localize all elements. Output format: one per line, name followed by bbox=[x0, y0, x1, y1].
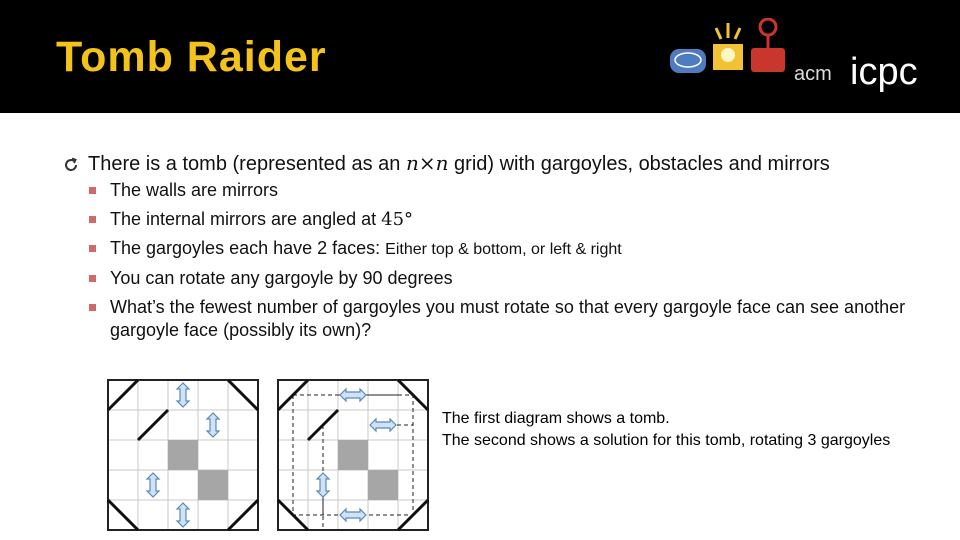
corner-mirror bbox=[228, 380, 258, 410]
tomb-diagrams bbox=[105, 378, 435, 533]
math-45-degrees: 45° bbox=[381, 209, 414, 230]
svg-text:acm: acm bbox=[794, 63, 832, 85]
obstacle bbox=[368, 470, 398, 500]
corner-mirror bbox=[398, 500, 428, 530]
acm-icpc-logo bbox=[668, 18, 956, 100]
gargoyle-vertical bbox=[317, 473, 329, 497]
sub-bullet-text: What’s the fewest number of gargoyles you must rotate so that every gargoyle face can see another gargoyle face (possibly its own)? bbox=[110, 297, 906, 340]
main-bullet-text-start: There is a tomb (represented as an bbox=[88, 153, 406, 175]
gargoyle-vertical bbox=[147, 473, 159, 497]
square-bullet-icon bbox=[89, 245, 96, 252]
obstacle bbox=[198, 470, 228, 500]
logo-cloud-icon bbox=[670, 49, 706, 73]
sub-bullet-text: The walls are mirrors bbox=[110, 180, 279, 200]
obstacle bbox=[338, 440, 368, 470]
solution-diagram bbox=[278, 380, 428, 530]
slide-header bbox=[0, 0, 960, 113]
tomb-diagram bbox=[108, 380, 258, 530]
diagram-caption bbox=[442, 408, 890, 452]
main-bullet bbox=[62, 150, 942, 177]
caption-line-1: The first diagram shows a tomb. bbox=[442, 410, 670, 427]
slide-body bbox=[62, 150, 942, 348]
math-n-by-n: n×n bbox=[405, 151, 449, 175]
corner-mirror bbox=[108, 380, 138, 410]
sub-bullet-rotate bbox=[62, 267, 942, 290]
square-bullet-icon bbox=[89, 275, 96, 282]
gargoyle-vertical bbox=[177, 503, 189, 527]
corner-mirror bbox=[108, 500, 138, 530]
internal-mirror bbox=[138, 410, 168, 440]
obstacle bbox=[168, 440, 198, 470]
gargoyle-horizontal bbox=[340, 389, 366, 401]
sub-bullet-detail: Either top & bottom, or left & right bbox=[385, 241, 622, 258]
sub-bullet-question bbox=[62, 296, 942, 342]
caption-line-2: The second shows a solution for this tomb, rotating 3 gargoyles bbox=[442, 432, 891, 449]
sub-bullet-walls bbox=[62, 179, 942, 202]
corner-mirror bbox=[278, 500, 308, 530]
square-bullet-icon bbox=[89, 187, 96, 194]
gargoyle-horizontal bbox=[340, 509, 366, 521]
sub-bullet-text: You can rotate any gargoyle by 90 degrees bbox=[110, 268, 453, 288]
circular-arrow-icon bbox=[62, 156, 80, 174]
sub-bullet-text: The gargoyles each have 2 faces: bbox=[110, 238, 386, 258]
square-bullet-icon bbox=[89, 304, 96, 311]
sub-bullet-text: The internal mirrors are angled at bbox=[110, 209, 382, 229]
logo-lightbulb-icon bbox=[713, 23, 743, 70]
square-bullet-icon bbox=[89, 216, 96, 223]
slide-title: Tomb Raider bbox=[56, 33, 327, 81]
gargoyle-vertical bbox=[177, 383, 189, 407]
corner-mirror bbox=[398, 380, 428, 410]
gargoyle-vertical bbox=[207, 413, 219, 437]
logo-balloon-icon bbox=[751, 19, 785, 72]
main-bullet-text-end: grid) with gargoyles, obstacles and mirrors bbox=[448, 153, 830, 175]
gargoyle-horizontal bbox=[370, 419, 396, 431]
corner-mirror bbox=[228, 500, 258, 530]
sub-bullet-mirrors bbox=[62, 208, 942, 231]
sub-bullet-faces bbox=[62, 237, 942, 261]
svg-text:icpc: icpc bbox=[850, 51, 918, 93]
sub-bullet-list bbox=[62, 179, 942, 342]
